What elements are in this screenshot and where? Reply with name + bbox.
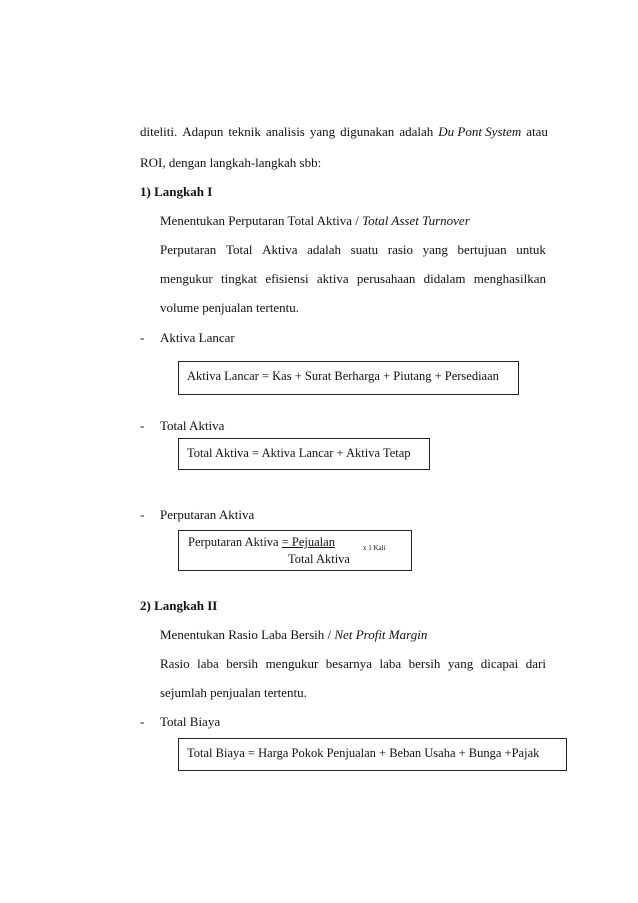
para-word: yang <box>447 656 474 671</box>
para-word: laba <box>197 656 219 671</box>
perputaran-aktiva-formula-box <box>178 530 412 571</box>
step2-heading: 2) Langkah II <box>140 598 218 613</box>
para-word: adalah <box>307 242 342 257</box>
step1-heading: 1) Langkah I <box>140 184 213 199</box>
perputaran-aktiva-label: Perputaran Aktiva <box>160 507 255 522</box>
step2-description <box>160 627 427 643</box>
para-word: tingkat <box>220 271 258 286</box>
step2-desc-italic: Net Profit Margin <box>334 627 428 642</box>
para-word: aktiva <box>316 271 349 286</box>
intro-word: atau <box>526 124 548 139</box>
para-word: bertujuan <box>457 242 507 257</box>
para-word: bersih <box>226 656 259 671</box>
para-word: bersih <box>408 656 441 671</box>
para-word: mengukur <box>265 656 319 671</box>
para-word: Total <box>225 242 253 257</box>
total-biaya-formula: Total Biaya = Harga Pokok Penjualan + Beban Usaha + Bunga +Pajak <box>187 746 540 760</box>
para-word: besarnya <box>325 656 372 671</box>
para-word: untuk <box>516 242 546 257</box>
para-word: didalam <box>423 271 466 286</box>
total-aktiva-label: Total Aktiva <box>160 418 225 433</box>
step1-para-line-1 <box>160 242 546 258</box>
intro-word: teknik <box>228 124 261 139</box>
para-word: yang <box>422 242 448 257</box>
step1-description <box>160 213 470 229</box>
total-biaya-label: Total Biaya <box>160 714 221 729</box>
para-word: menghasilkan <box>473 271 546 286</box>
para-word: efisiensi <box>265 271 309 286</box>
intro-word: Adapun <box>182 124 224 139</box>
perputaran-aktiva-formula <box>188 535 335 550</box>
step2-para-line-2: sejumlah penjualan tertentu. <box>160 685 307 700</box>
intro-term-italic: Du Pont System <box>438 124 522 139</box>
step2-desc-plain: Menentukan Rasio Laba Bersih / <box>160 627 335 642</box>
aktiva-lancar-formula-box <box>178 361 519 395</box>
step1-para-line-2 <box>160 271 546 287</box>
formula-multiplier: x 1 Kali <box>363 544 386 552</box>
para-word: Aktiva <box>262 242 298 257</box>
intro-word: analisis <box>265 124 305 139</box>
para-word: laba <box>379 656 402 671</box>
bullet-dash: - <box>140 714 145 729</box>
intro-word: adalah <box>399 124 434 139</box>
intro-line-2: ROI, dengan langkah-langkah sbb: <box>140 155 322 170</box>
formula-prefix: Perputaran Aktiva <box>188 535 282 549</box>
bullet-dash: - <box>140 330 145 345</box>
bullet-dash: - <box>140 507 145 522</box>
total-aktiva-formula: Total Aktiva = Aktiva Lancar + Aktiva Tetap <box>187 446 411 460</box>
para-word: perusahaan <box>356 271 416 286</box>
aktiva-lancar-label: Aktiva Lancar <box>160 330 235 345</box>
total-aktiva-formula-box <box>178 438 430 470</box>
step1-para-line-3: volume penjualan tertentu. <box>160 300 299 315</box>
para-word: dicapai <box>480 656 519 671</box>
para-word: suatu <box>350 242 379 257</box>
intro-line-1 <box>140 124 548 140</box>
formula-numerator: = Pejualan <box>281 535 335 549</box>
intro-word: yang <box>309 124 336 139</box>
para-word: Perputaran <box>160 242 217 257</box>
step1-desc-plain: Menentukan Perputaran Total Aktiva / <box>160 213 363 228</box>
aktiva-lancar-formula: Aktiva Lancar = Kas + Surat Berharga + Piutang + Persediaan <box>187 369 499 383</box>
intro-word: digunakan <box>340 124 395 139</box>
para-word: rasio <box>387 242 414 257</box>
formula-denominator: Total Aktiva <box>288 552 350 566</box>
para-word: dari <box>525 656 546 671</box>
step1-desc-italic: Total Asset Turnover <box>362 213 470 228</box>
bullet-dash: - <box>140 418 145 433</box>
para-word: Rasio <box>160 656 190 671</box>
intro-word: diteliti. <box>140 124 178 139</box>
step2-para-line-1 <box>160 656 546 672</box>
total-biaya-formula-box <box>178 738 567 771</box>
para-word: mengukur <box>160 271 213 286</box>
